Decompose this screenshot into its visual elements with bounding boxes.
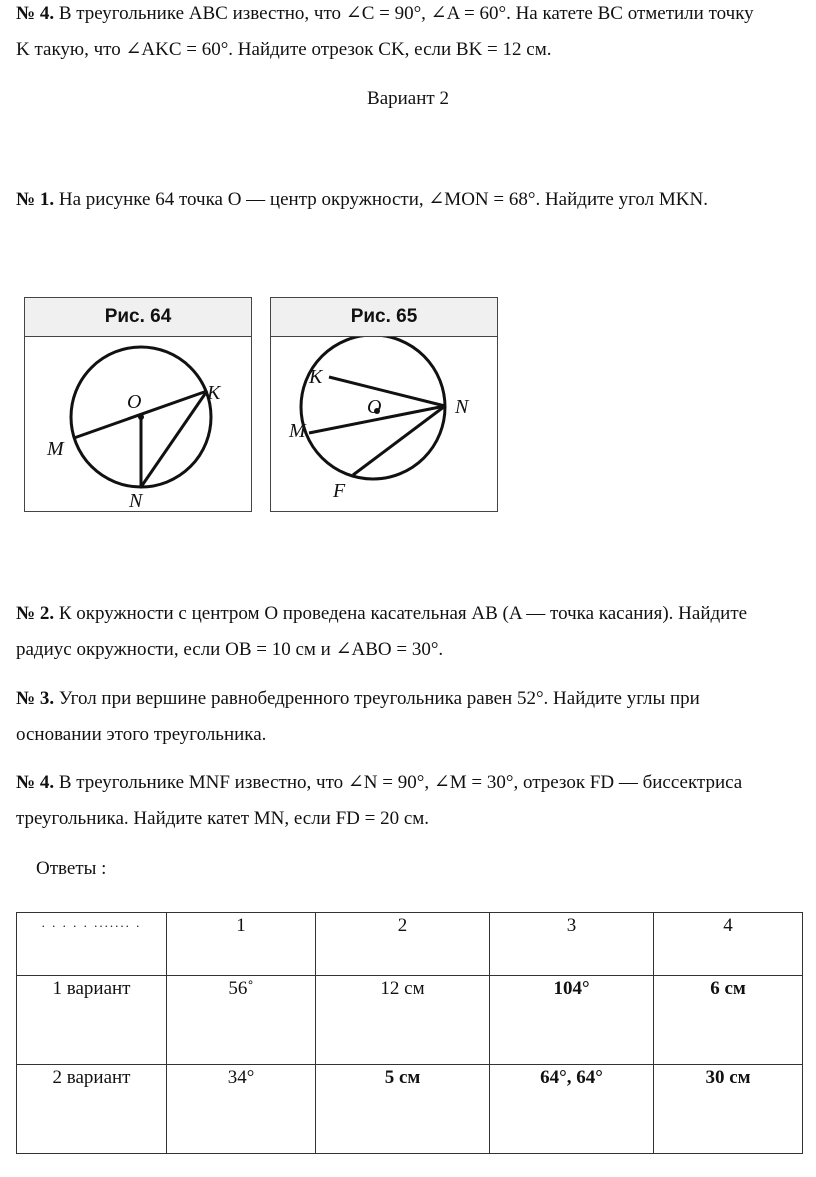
label-k: K <box>309 366 323 388</box>
figure-caption: Рис. 65 <box>271 298 497 337</box>
task-text: основании этого треугольника. <box>16 724 267 745</box>
table-cell: 4 <box>654 913 803 976</box>
task-number: № 4. <box>16 772 55 793</box>
table-cell: 2 <box>316 913 490 976</box>
table-cell: 1 <box>167 913 316 976</box>
label-o: O <box>127 391 142 413</box>
answers-table <box>16 912 803 1154</box>
circle-diagram-65 <box>271 337 497 511</box>
table-cell: . . . . . ....... . <box>17 913 167 976</box>
chord-kn <box>329 377 445 406</box>
task-text: В треугольнике ABC известно, что ∠C = 90°, ∠A = 60°. На катете BC отметили точку <box>54 3 754 24</box>
label-n: N <box>129 490 143 511</box>
variant-title: Вариант 2 <box>367 88 449 109</box>
task-number: № 4. <box>16 3 55 24</box>
task-1 <box>16 182 806 218</box>
table-row <box>17 976 803 1065</box>
figure-65 <box>270 297 498 512</box>
task-2 <box>16 596 806 668</box>
task-number: № 1. <box>16 189 55 210</box>
circle-diagram-64 <box>25 337 251 511</box>
task-4 <box>16 765 806 837</box>
task-text: На рисунке 64 точка O — центр окружности, ∠MON = 68°. Найдите угол MKN. <box>54 189 708 210</box>
table-cell: 30 см <box>654 1065 803 1154</box>
table-cell: 56˚ <box>167 976 316 1065</box>
task-top <box>16 0 806 68</box>
table-cell: 64°, 64° <box>490 1065 654 1154</box>
table-cell: 3 <box>490 913 654 976</box>
table-header-row <box>17 913 803 976</box>
table-cell: 5 см <box>316 1065 490 1154</box>
task-number: № 2. <box>16 603 55 624</box>
label-m: M <box>47 438 64 460</box>
chord-nk <box>141 391 207 487</box>
table-cell: 6 см <box>654 976 803 1065</box>
label-k: K <box>207 382 221 404</box>
task-text: К окружности с центром O проведена касательная AB (A — точка касания). Найдите <box>54 603 748 624</box>
task-text: Угол при вершине равнобедренного треугольника равен 52°. Найдите углы при <box>54 688 700 709</box>
table-cell: 34° <box>167 1065 316 1154</box>
label-n: N <box>455 396 469 418</box>
answers-title: Ответы : <box>36 858 107 879</box>
table-cell: 2 вариант <box>17 1065 167 1154</box>
table-cell: 12 см <box>316 976 490 1065</box>
task-text: В треугольнике MNF известно, что ∠N = 90°, ∠M = 30°, отрезок FD — биссектриса <box>54 772 743 793</box>
center-point <box>138 414 144 420</box>
label-o: O <box>367 396 382 418</box>
label-m: M <box>289 420 306 442</box>
figure-caption: Рис. 64 <box>25 298 251 337</box>
table-cell: 1 вариант <box>17 976 167 1065</box>
task-3 <box>16 681 806 753</box>
table-cell: 104° <box>490 976 654 1065</box>
task-text: радиус окружности, если OB = 10 см и ∠ABO = 30°. <box>16 639 444 660</box>
figure-64 <box>24 297 252 512</box>
task-text: треугольника. Найдите катет MN, если FD = 20 см. <box>16 808 430 829</box>
table-row <box>17 1065 803 1154</box>
label-f: F <box>333 480 346 502</box>
task-number: № 3. <box>16 688 55 709</box>
task-text: K такую, что ∠AKC = 60°. Найдите отрезок CK, если BK = 12 см. <box>16 39 552 60</box>
